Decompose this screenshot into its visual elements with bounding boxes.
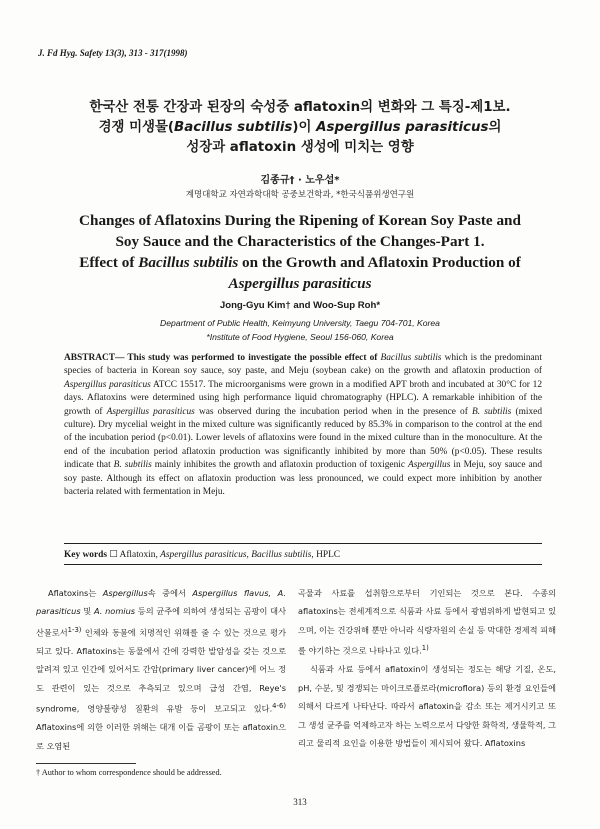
body-text: 등의 균주에 의하여 생성되는 곰팡이 대사산물로서 <box>36 606 286 638</box>
korean-title-species: Bacillus subtilis <box>174 120 293 135</box>
abstract-lead: — This study was performed to investigate the possible effect of <box>115 353 381 363</box>
english-title-line-2: Soy Sauce and the Characteristics of the Changes-Part 1. <box>115 233 485 250</box>
korean-title-text: )이 <box>292 120 317 135</box>
english-title-text: on the Growth and Aflatoxin Production of <box>238 254 521 271</box>
abstract-species: Bacillus subtilis <box>380 353 442 363</box>
korean-title-text: 의 <box>488 120 502 135</box>
body-species: A. nomius <box>94 606 136 617</box>
korean-title-line-2 <box>40 118 560 138</box>
korean-title-text: 경쟁 미생물( <box>98 120 175 135</box>
body-text: 인체와 동물에 치명적인 위해를 줄 수 있는 것으로 평가되고 있다. Aflatoxins는 동물에서 간에 강력한 발암성을 갖는 것으로 알려져 있고 인간에 있어서도 간암(primary liver cancer)에 어느 정도 관련이 있는 것으로 추측되고 있으며 급성 간염, Reye's syndrome, 영양불량성 질환의 유발 등이 보고되고 있다. <box>36 627 286 714</box>
keywords-species: Aspergillus parasiticus, Bacillus subtilis <box>160 550 312 560</box>
korean-title <box>40 98 560 158</box>
abstract-species: B. subtilis <box>472 406 512 417</box>
english-title-line-4: Aspergillus parasiticus <box>228 275 372 292</box>
keywords-bottom-rule <box>64 564 542 565</box>
korean-authors: 김종규† · 노우섭* <box>260 175 340 186</box>
english-affiliation <box>0 316 600 344</box>
korean-affiliation: 계명대학교 자연과학대학 공중보건학과, *한국식품위생연구원 <box>185 190 415 200</box>
korean-title-line-1: 한국산 전통 간장과 된장의 숙성중 aflatoxin의 변화와 그 특징-제1보. <box>89 100 511 115</box>
english-title-line-1: Changes of Aflatoxins During the Ripening of Korean Soy Paste and <box>79 212 521 229</box>
page-number: 313 <box>293 797 307 807</box>
footnote-rule <box>36 763 136 764</box>
citation-superscript: 1-3) <box>67 625 82 634</box>
keywords <box>64 549 542 560</box>
english-title-text: Effect of <box>79 254 139 271</box>
english-title-species: Bacillus subtilis <box>138 254 239 271</box>
korean-title-species: Aspergillus parasiticus <box>316 120 489 135</box>
affiliation-line-1: Department of Public Health, Keimyung University, Taegu 704-701, Korea <box>160 318 440 328</box>
english-authors: Jong-Gyu Kim† and Woo-Sup Roh* <box>219 300 381 311</box>
abstract-text: (mixed culture). Dry mycelial weight in the mixed culture was significantly reduced by 85.3% in comparison to the control at the end of the incubation period (p<0.01). Lower levels of aflatoxins were found in the mixed culture than in the monoculture. At the end of the incubation period aflatoxin production was significantly inhibited by more than 50% (p<0.05). These results indicate that <box>64 406 543 471</box>
footnote: † Author to whom correspondence should be addressed. <box>36 768 222 777</box>
abstract-label: ABSTRACT <box>64 353 116 363</box>
body-text: 및 <box>80 606 95 617</box>
keywords-text: Aflatoxin, <box>117 550 161 560</box>
english-title <box>30 210 570 294</box>
right-column <box>298 584 556 752</box>
left-column <box>36 584 286 755</box>
body-text: 속 중에서 <box>147 588 193 598</box>
body-paragraph <box>298 584 556 660</box>
keywords-label: Key words <box>64 550 107 560</box>
abstract-species: Aspergillus parasiticus <box>106 406 195 417</box>
abstract-text: ATCC 15517. The microorganisms were grown in a modified APT broth and incubated at 30°C for 12 days. Aflatoxins were determined using high performance liquid chromatography (HPLC). A remarkable inhibition of the growth of <box>64 379 543 417</box>
abstract-text: mainly inhibites the growth and aflatoxin production of toxigenic <box>151 460 408 471</box>
abstract-text: in Meju, soy sauce and soy paste. Although its effect on aflatoxin production was less pronounced, we could expect more inhibition by another bacteria related with fermentation in Meju. <box>64 460 543 498</box>
abstract-text: which is the predominant species of bacteria in Korean soy sauce, soy paste, and Meju (soybean cake) on the growth and aflatoxin production of <box>64 353 542 377</box>
english-title-line-3 <box>30 252 570 273</box>
citation-superscript: 1) <box>421 644 429 653</box>
body-text: 곡물과 사료를 섭취함으로부터 기인되는 것으로 본다. 수종의 aflatoxins는 전세계적으로 식품과 사료 등에서 광범위하게 발현되고 있으며, 이는 건강위해 뿐만 아니라 식량자원의 손실 등 막대한 경제적 피해를 야기하는 것으로 나타나고 있다. <box>298 588 556 656</box>
keywords-rule <box>64 543 542 544</box>
affiliation-line-2: *Institute of Food Hygiene, Seoul 156-060, Korea <box>206 332 394 342</box>
keywords-text: , HPLC <box>311 550 341 560</box>
abstract-text: was observed during the incubation period when in the presence of <box>194 406 472 417</box>
body-text: Aflatoxins는 <box>48 588 103 598</box>
body-species: Aspergillus flavus, A. parasiticus <box>36 588 286 617</box>
abstract <box>64 352 542 499</box>
citation-superscript: 4-6) <box>272 702 286 711</box>
journal-citation: J. Fd Hyg. Safety 13(3), 313 - 317(1998) <box>38 48 188 58</box>
abstract-species: Aspergillus parasiticus <box>64 379 151 390</box>
abstract-species: B. subtilis <box>113 460 152 471</box>
abstract-species: Aspergillus <box>408 460 451 471</box>
keywords-box: ☐ <box>109 550 118 560</box>
body-species: Aspergillus <box>102 588 148 598</box>
body-paragraph: 식품과 사료 등에서 aflatoxin이 생성되는 정도는 해당 기질, 온도, pH, 수분, 및 경쟁되는 마이크로플로라(microflora) 등의 환경 요인들에 의해서 다르게 나타난다. 따라서 aflatoxin을 감소 또는 제거시키고 또 그 생성 균주를 억제하고자 하는 노력으로서 다양한 화학적, 생물학적, 그리고 물리적 요인을 이용한 방법들이 제시되어 왔다. Aflatoxins <box>298 664 556 748</box>
body-paragraph <box>36 584 286 755</box>
body-text: Aflatoxins에 의한 이러한 위해는 대개 이들 곰팡이 또는 aflatoxin으로 오염된 <box>36 722 286 751</box>
korean-title-line-3: 성장과 aflatoxin 생성에 미치는 영향 <box>186 140 414 155</box>
